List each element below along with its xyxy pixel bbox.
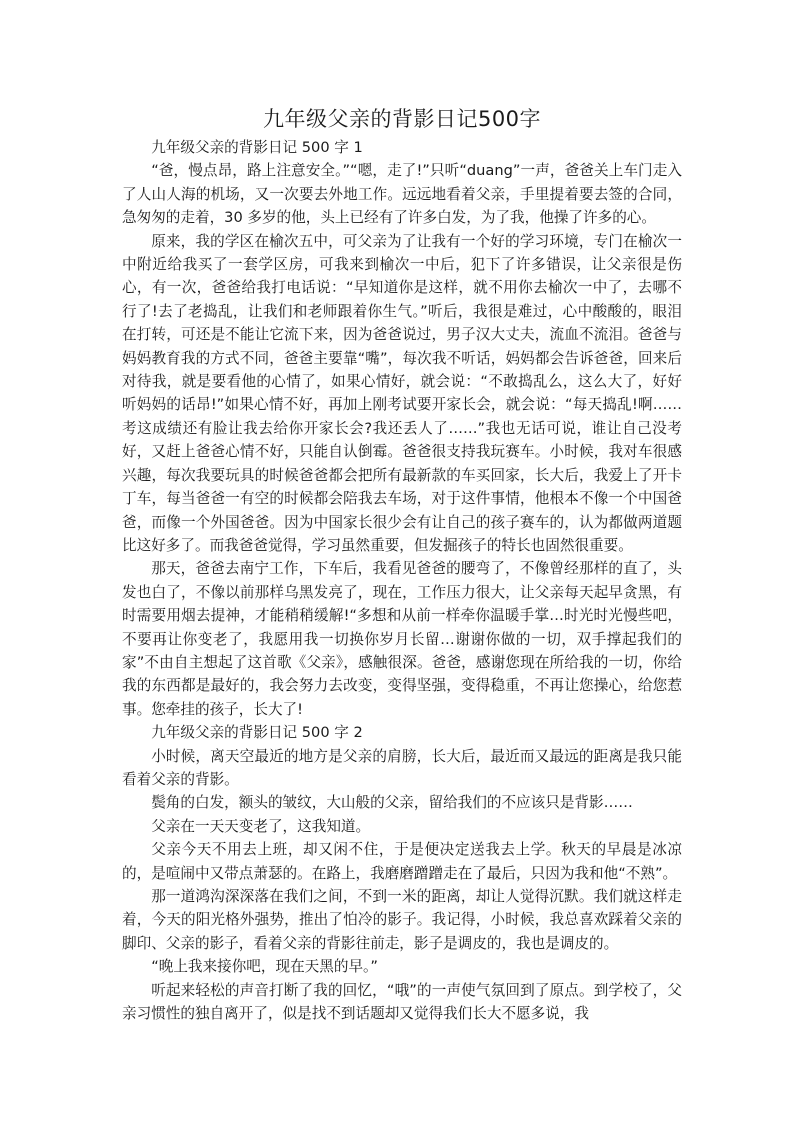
paragraph: 父亲今天不用去上班，却又闲不住，于是便决定送我去上学。秋天的早晨是冰凉的，是喧闹中又带点萧瑟的。在路上，我磨磨蹭蹭走在了最后，只因为我和他“不熟”。 xyxy=(122,841,682,882)
section-heading-2: 九年级父亲的背影日记 500 字 2 xyxy=(151,724,363,742)
document-title: 九年级父亲的背影日记500字 xyxy=(262,107,542,131)
paragraph: “爸，慢点昂，路上注意安全。”“嗯，走了!”只听“duang”一声，爸爸关上车门走入了人山人海的机场，又一次要去外地工作。远远地看着父亲，手里提着要去签的合同，急匆匆的走着，30 多岁的他，头上已经有了许多白发，为了我，他操了许多的心。 xyxy=(122,162,682,227)
document-body xyxy=(122,136,682,1025)
paragraph: “晚上我来接你吧，现在天黑的早。” xyxy=(151,958,378,976)
paragraph: 听起来轻松的声音打断了我的回忆，“哦”的一声使气氛回到了原点。到学校了，父亲习惯性的独自离开了，似是找不到话题却又觉得我们长大不愿多说，我 xyxy=(122,981,682,1023)
section-heading-1: 九年级父亲的背影日记 500 字 1 xyxy=(151,139,363,156)
paragraph: 那天，爸爸去南宁工作，下车后，我看见爸爸的腰弯了，不像曾经那样的直了，头发也白了，不像以前那样乌黑发亮了，现在，工作压力很大，让父亲每天起早贪黑，有时需要用烟去提神，才能稍稍缓解!“多想和从前一样牵你温暖手掌…时光时光慢些吧，不要再让你变老了，我愿用我一切换你岁月长留…谢谢你做的一切，双手撑起我们的家”不由自主想起了这首歌《父亲》，感触很深。爸爸，感谢您现在所给我的一切，你给我的东西都是最好的，我会努力去改变，变得坚强，变得稳重，不再让您操心，给您惹事。您牵挂的孩子，长大了! xyxy=(122,560,682,718)
paragraph: 那一道鸿沟深深落在我们之间，不到一米的距离，却让人觉得沉默。我们就这样走着，今天的阳光格外强势，推出了怕冷的影子。我记得，小时候，我总喜欢踩着父亲的脚印、父亲的影子，看着父亲的背影往前走，影子是调皮的，我也是调皮的。 xyxy=(122,888,682,952)
paragraph: 小时候，离天空最近的地方是父亲的肩膀，长大后，最近而又最远的距离是我只能看着父亲的背影。 xyxy=(122,747,682,788)
paragraph: 鬓角的白发，额头的皱纹，大山般的父亲，留给我们的不应该只是背影…… xyxy=(151,794,633,812)
paragraph: 原来，我的学区在榆次五中，可父亲为了让我有一个好的学习环境，专门在榆次一中附近给我买了一套学区房，可我来到榆次一中后，犯下了许多错误，让父亲很是伤心，有一次，爸爸给我打电话说：“早知道你是这样，就不用你去榆次一中了，去哪不行了!去了老捣乱，让我们和老师跟着你生气。”听后，我很是难过，心中酸酸的，眼泪在打转，可还是不能让它流下来，因为爸爸说过，男子汉大丈夫，流血不流泪。爸爸与妈妈教育我的方式不同，爸爸主要靠“嘴”，每次我不听话，妈妈都会告诉爸爸，回来后对待我，就是要看他的心情了，如果心情好，就会说：“不敢捣乱么，这么大了，好好听妈妈的话昂!”如果心情不好，再加上刚考试要开家长会，就会说：“每天捣乱!啊……考这成绩还有脸让我去给你开家长会?我还丢人了……”我也无话可说，谁让自己没考好，又赶上爸爸心情不好，只能自认倒霉。爸爸很支持我玩赛车。小时候，我对车很感兴趣，每次我要玩具的时候爸爸都会把所有最新款的车买回家，长大后，我爱上了开卡丁车，每当爸爸一有空的时候都会陪我去车场，对于这件事情，他根本不像一个中国爸爸，而像一个外国爸爸。因为中国家长很少会有让自己的孩子赛车的，认为都做两道题比这好多了。而我爸爸觉得，学习虽然重要，但发掘孩子的特长也固然很重要。 xyxy=(122,232,682,554)
paragraph: 父亲在一天天变老了，这我知道。 xyxy=(151,817,371,835)
